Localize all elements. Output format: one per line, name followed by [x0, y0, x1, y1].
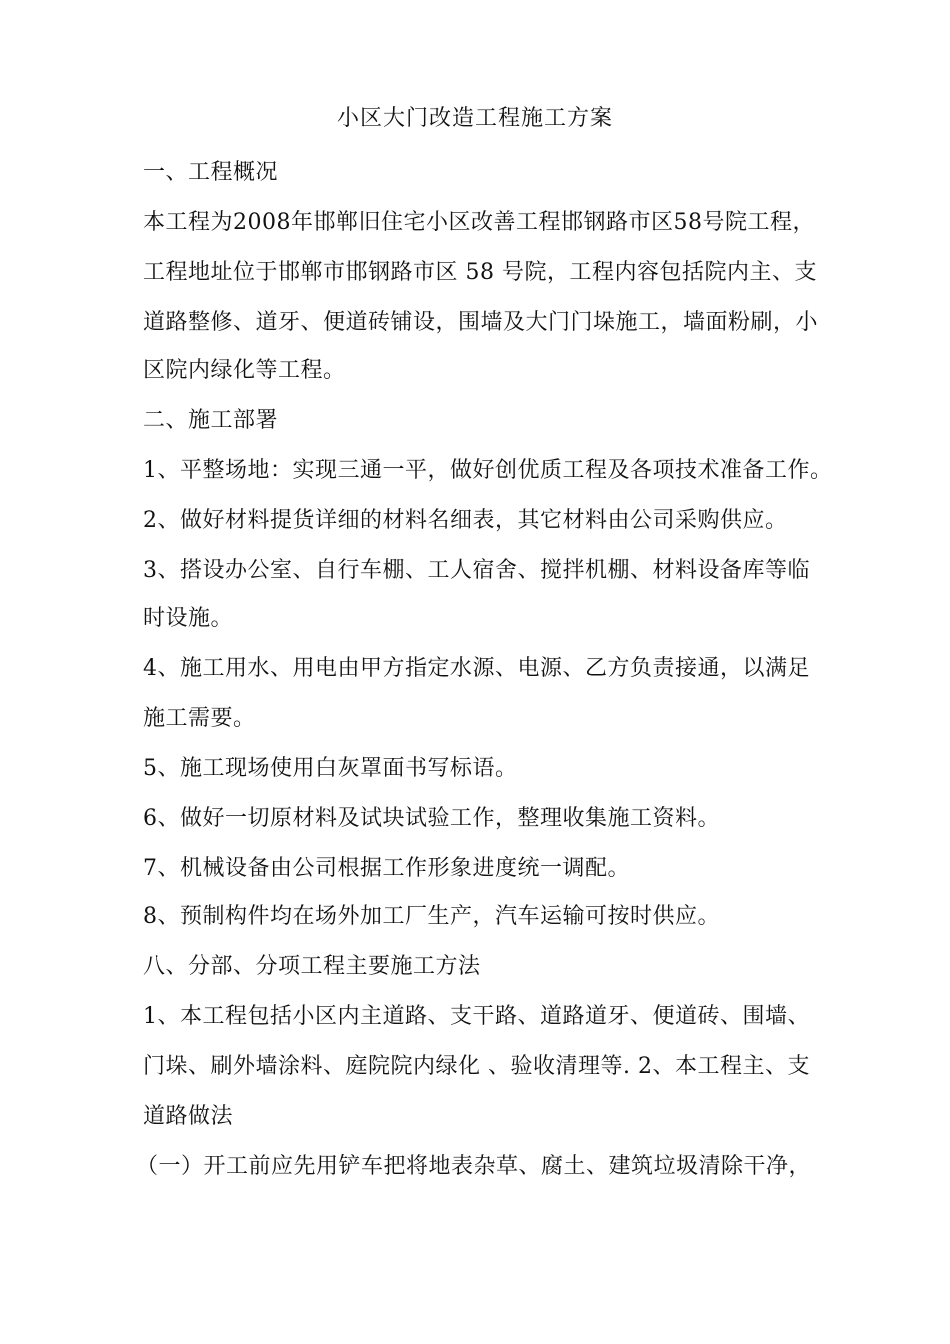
list-item-continuation: 施工需要。 — [143, 706, 256, 731]
list-item-continuation: 道路做法 — [143, 1104, 234, 1129]
list-item: 4、施工用水、用电由甲方指定水源、电源、乙方负责接通，以满足 — [143, 656, 810, 681]
document-title: 小区大门改造工程施工方案 — [336, 106, 613, 131]
list-item: 3、搭设办公室、自行车棚、工人宿舍、搅拌机棚、材料设备库等临 — [143, 558, 810, 583]
list-item-continuation: 时设施。 — [143, 606, 234, 631]
sub-item: （一）开工前应先用铲车把将地表杂草、腐土、建筑垃圾清除干净， — [136, 1154, 812, 1179]
paragraph-line: 区院内绿化等工程。 — [143, 358, 346, 383]
section-heading-overview: 一、工程概况 — [143, 160, 279, 185]
list-item: 8、预制构件均在场外加工厂生产，汽车运输可按时供应。 — [143, 904, 720, 929]
section-heading-methods: 八、分部、分项工程主要施工方法 — [143, 954, 481, 979]
list-item: 6、做好一切原材料及试块试验工作，整理收集施工资料。 — [143, 806, 720, 831]
list-item: 1、平整场地：实现三通一平，做好创优质工程及各项技术准备工作。 — [143, 458, 833, 483]
list-item: 2、做好材料提货详细的材料名细表，其它材料由公司采购供应。 — [143, 508, 788, 533]
list-item: 5、施工现场使用白灰罩面书写标语。 — [143, 756, 518, 781]
paragraph-line: 本工程为2008年邯郸旧住宅小区改善工程邯钢路市区58号院工程， — [143, 210, 815, 235]
list-item: 1、本工程包括小区内主道路、支干路、道路道牙、便道砖、围墙、 — [143, 1004, 810, 1029]
section-heading-deployment: 二、施工部署 — [143, 408, 279, 433]
paragraph-line: 工程地址位于邯郸市邯钢路市区 58 号院，工程内容包括院内主、支 — [143, 260, 817, 285]
list-item-continuation: 门垛、刷外墙涂料、庭院院内绿化 、验收清理等. 2、本工程主、支 — [143, 1054, 810, 1079]
list-item: 7、机械设备由公司根据工作形象进度统一调配。 — [143, 856, 630, 881]
paragraph-line: 道路整修、道牙、便道砖铺设，围墙及大门门垛施工，墙面粉刷，小 — [143, 310, 819, 335]
